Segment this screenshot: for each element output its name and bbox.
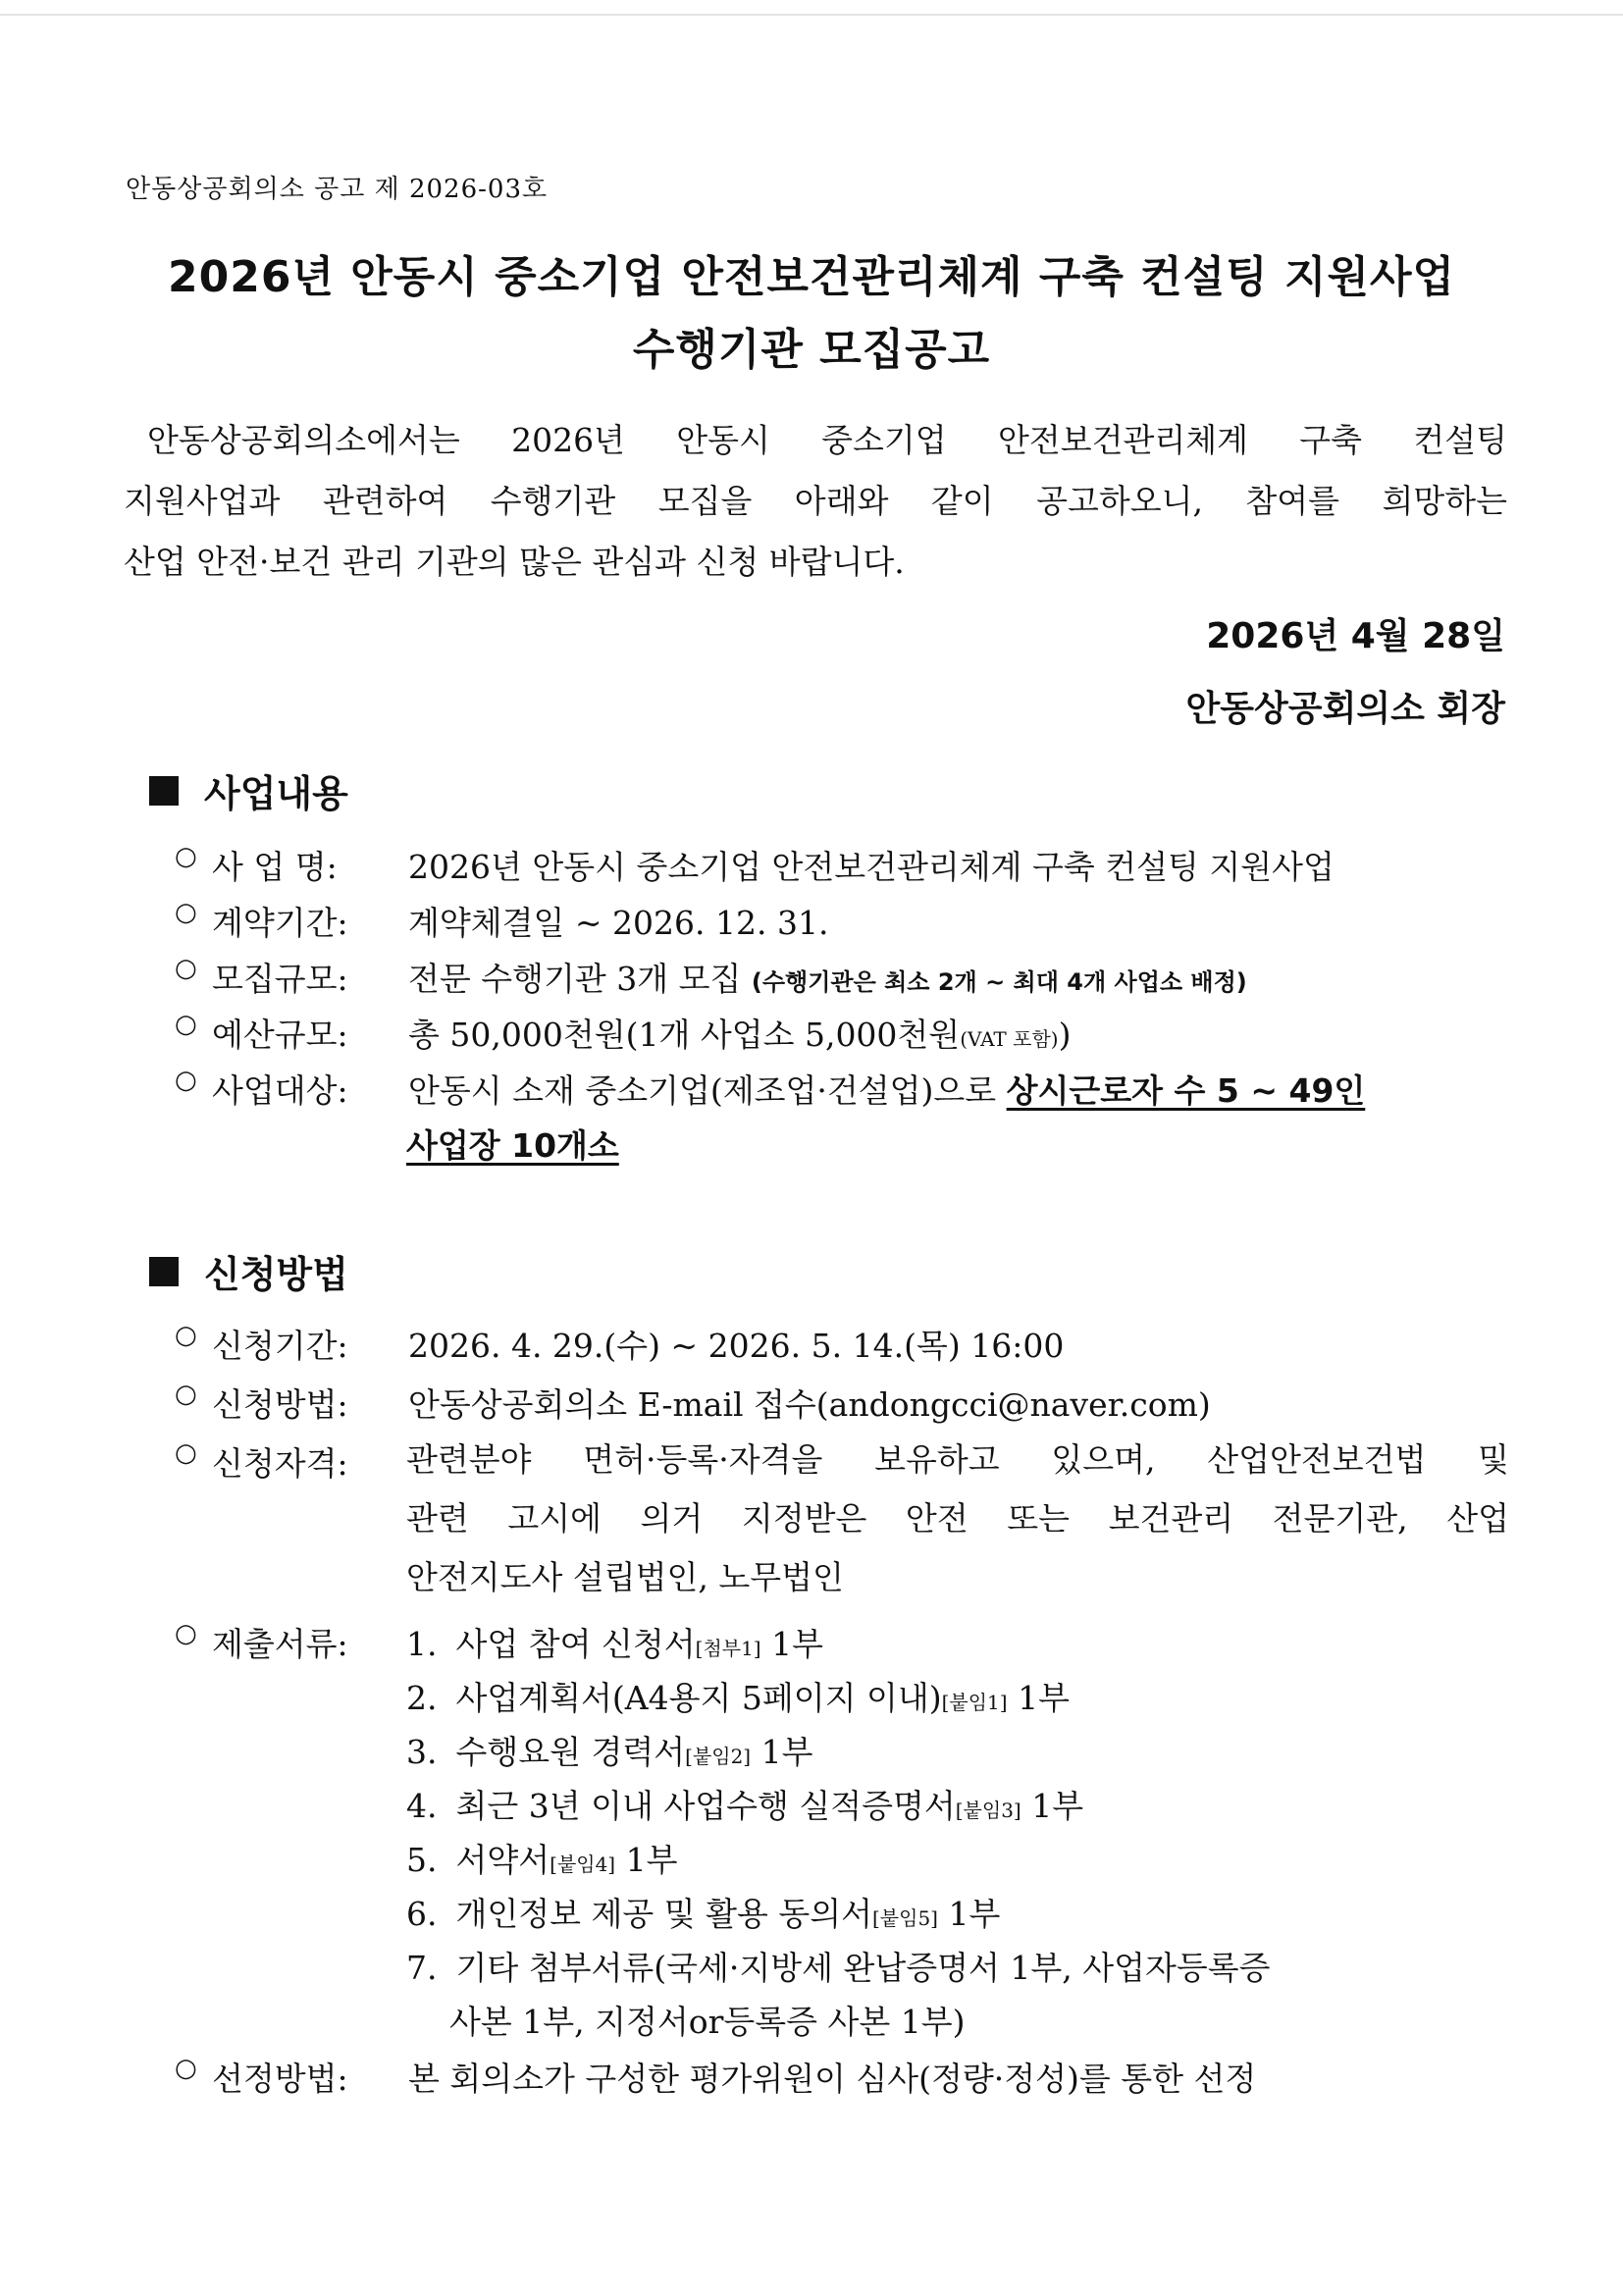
doc-qty: 1부 — [1018, 1679, 1070, 1717]
doc-ref: [붙임5] — [872, 1906, 938, 1930]
doc-text: 개인정보 제공 및 활용 동의서 — [455, 1895, 872, 1933]
intro-paragraph — [124, 410, 1507, 593]
section-title: 신청방법 — [204, 1253, 348, 1296]
doc-number: 2. — [406, 1679, 438, 1717]
notice-number: 안동상공회의소 공고 제 2026-03호 — [126, 175, 549, 204]
circle-bullet-icon: ○ — [175, 1066, 197, 1095]
content-line: 관련 고시에 의거 지정받은 안전 또는 보건관리 전문기관, 산업 — [406, 1499, 1509, 1538]
document-list-item — [406, 1673, 1070, 1719]
intro-line: 산업 안전·보건 관리 기관의 많은 관심과 신청 바랍니다. — [124, 543, 905, 581]
emphasis-text: 상시근로자 수 5 ~ 49인 — [1006, 1071, 1366, 1110]
circle-bullet-icon: ○ — [175, 898, 197, 927]
circle-bullet-icon: ○ — [175, 1321, 197, 1350]
document-list-item — [406, 1943, 1271, 1989]
document-title-line1: 2026년 안동시 중소기업 안전보건관리체계 구축 컨설팅 지원사업 — [168, 252, 1455, 302]
doc-qty: 1부 — [1031, 1787, 1084, 1825]
doc-text: 수행요원 경력서 — [455, 1733, 686, 1771]
doc-text: 기타 첨부서류(국세·지방세 완납증명서 1부, 사업자등록증 — [455, 1949, 1271, 1987]
doc-text: 사본 1부, 지정서or등록증 사본 1부) — [449, 2003, 966, 2041]
content-line: 관련분야 면허·등록·자격을 보유하고 있으며, 산업안전보건법 및 — [406, 1440, 1509, 1479]
list-item — [175, 1010, 1509, 1056]
doc-qty: 1부 — [625, 1841, 678, 1879]
circle-bullet-icon: ○ — [175, 2054, 197, 2083]
item-label: 사업대상: — [212, 1071, 348, 1110]
document-list-item — [406, 1727, 813, 1773]
item-content — [408, 1066, 1365, 1112]
doc-qty: 1부 — [948, 1895, 1001, 1933]
signer: 안동상공회의소 회장 — [1185, 689, 1505, 729]
doc-number: 4. — [406, 1787, 438, 1825]
item-content: 계약체결일 ~ 2026. 12. 31. — [408, 904, 829, 942]
item-continuation — [406, 1121, 619, 1167]
top-border — [0, 14, 1623, 16]
doc-number: 6. — [406, 1895, 438, 1933]
doc-text: 최근 3년 이내 사업수행 실적증명서 — [455, 1787, 956, 1825]
item-label: 신청방법: — [212, 1385, 348, 1424]
document-list-item — [406, 1781, 1083, 1827]
item-label: 예산규모: — [212, 1016, 348, 1054]
doc-number: 5. — [406, 1841, 438, 1879]
circle-bullet-icon: ○ — [175, 1380, 197, 1409]
doc-ref: [붙임2] — [685, 1745, 752, 1768]
list-item — [175, 2054, 1509, 2100]
circle-bullet-icon: ○ — [175, 954, 197, 983]
doc-qty: 1부 — [771, 1625, 823, 1663]
intro-line: 안동상공회의소에서는 2026년 안동시 중소기업 안전보건관리체계 구축 컨설팅 — [147, 421, 1507, 459]
list-item — [175, 954, 1509, 1000]
list-item — [175, 1066, 1509, 1112]
item-note: (VAT 포함) — [960, 1027, 1059, 1051]
item-content-multiline — [406, 1431, 1509, 1607]
document-list-item — [406, 1835, 678, 1881]
item-label: 모집규모: — [212, 960, 348, 998]
list-item — [175, 1321, 1509, 1367]
emphasis-text: 사업장 10개소 — [406, 1126, 619, 1165]
item-tail: ) — [1058, 1016, 1072, 1054]
content-line: 안전지도사 설립법인, 노무법인 — [406, 1558, 844, 1596]
announcement-date: 2026년 4월 28일 — [1206, 616, 1505, 656]
intro-line: 지원사업과 관련하여 수행기관 모집을 아래와 같이 공고하오니, 참여를 희망하는 — [124, 482, 1507, 520]
document-list-item-continuation — [449, 1997, 966, 2043]
item-content — [408, 954, 1247, 1000]
doc-text: 서약서 — [455, 1841, 550, 1879]
doc-number: 1. — [406, 1625, 438, 1663]
item-label: 신청기간: — [212, 1327, 348, 1365]
item-label: 신청자격: — [212, 1444, 348, 1483]
document-list-item — [406, 1889, 1000, 1935]
item-content-text: 총 50,000천원(1개 사업소 5,000천원 — [408, 1016, 961, 1054]
doc-text: 사업 참여 신청서 — [455, 1625, 696, 1663]
item-content: 안동상공회의소 E-mail 접수(andongcci@naver.com) — [408, 1385, 1211, 1424]
document-list-item — [406, 1619, 823, 1665]
item-content: 2026. 4. 29.(수) ~ 2026. 5. 14.(목) 16:00 — [408, 1327, 1065, 1365]
item-content-text: 안동시 소재 중소기업(제조업·건설업)으로 — [408, 1071, 997, 1110]
item-content: 2026년 안동시 중소기업 안전보건관리체계 구축 컨설팅 지원사업 — [408, 848, 1335, 886]
list-item — [175, 842, 1509, 888]
list-item — [175, 1619, 1509, 1665]
item-content: 본 회의소가 구성한 평가위원이 심사(정량·정성)를 통한 선정 — [408, 2060, 1257, 2098]
circle-bullet-icon: ○ — [175, 1010, 197, 1039]
section-heading-business — [149, 763, 348, 817]
circle-bullet-icon: ○ — [175, 1619, 197, 1648]
doc-qty: 1부 — [760, 1733, 813, 1771]
item-content — [408, 1010, 1071, 1056]
list-item — [175, 1380, 1509, 1426]
item-label: 선정방법: — [212, 2060, 348, 2098]
doc-ref: [붙임3] — [955, 1799, 1021, 1822]
doc-ref: [첨부1] — [695, 1637, 761, 1660]
list-item — [175, 898, 1509, 944]
section-heading-application — [149, 1244, 348, 1298]
circle-bullet-icon: ○ — [175, 842, 197, 871]
section-title: 사업내용 — [204, 772, 348, 815]
doc-ref: [붙임4] — [550, 1852, 616, 1876]
item-label: 계약기간: — [212, 904, 348, 942]
circle-bullet-icon: ○ — [175, 1438, 197, 1468]
doc-text: 사업계획서(A4용지 5페이지 이내) — [455, 1679, 942, 1717]
document-title-line2: 수행기관 모집공고 — [632, 325, 991, 375]
square-bullet-icon — [149, 776, 179, 806]
item-note: (수행기관은 최소 2개 ~ 최대 4개 사업소 배정) — [751, 968, 1247, 996]
item-label: 제출서류: — [212, 1625, 348, 1663]
doc-number: 7. — [406, 1949, 438, 1987]
item-label: 사 업 명: — [212, 848, 338, 886]
square-bullet-icon — [149, 1257, 179, 1286]
item-content-text: 전문 수행기관 3개 모집 — [408, 960, 742, 998]
doc-number: 3. — [406, 1733, 438, 1771]
doc-ref: [붙임1] — [941, 1691, 1008, 1714]
